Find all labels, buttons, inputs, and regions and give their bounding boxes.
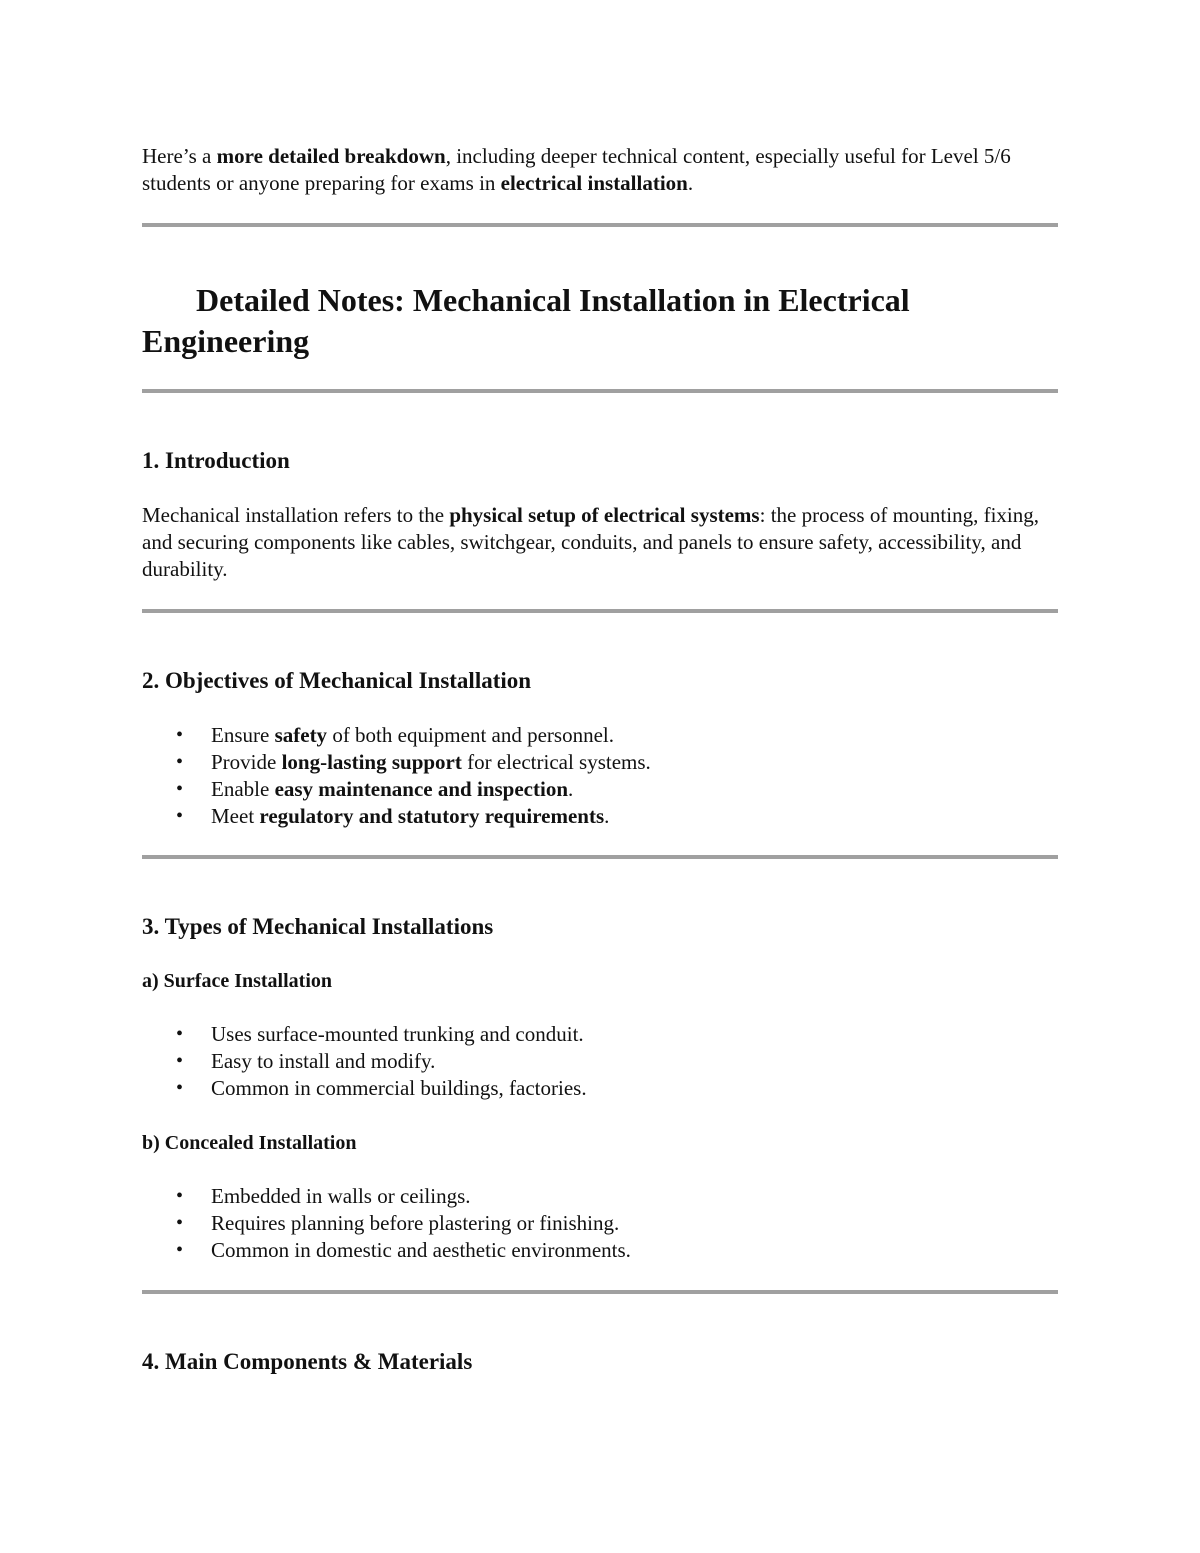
- item-text: Enable: [211, 777, 275, 801]
- bullet-icon: •: [176, 1212, 184, 1234]
- document-content: [142, 140, 1058, 1376]
- item-text: Easy to install and modify.: [211, 1049, 436, 1073]
- item-bold: long-lasting support: [281, 750, 462, 774]
- section-heading-introduction: 1. Introduction: [142, 448, 290, 473]
- bullet-icon: •: [176, 805, 184, 827]
- list-item: [142, 1021, 1058, 1048]
- intro-text-1: Here’s a: [142, 144, 217, 168]
- list-item: [142, 1237, 1058, 1264]
- divider: [142, 1290, 1058, 1294]
- bullet-icon: •: [176, 1185, 184, 1207]
- divider: [142, 223, 1058, 227]
- introduction-text-1: Mechanical installation refers to the: [142, 503, 450, 527]
- introduction-text-2: : the process of mounting, fixing, and securing components like cables, switchgear, conduits, and panels to ensure safety, accessibility, and durability.: [142, 503, 1039, 581]
- subsection-heading-surface: a) Surface Installation: [142, 970, 332, 992]
- bullet-icon: •: [176, 724, 184, 746]
- section-heading-components: 4. Main Components & Materials: [142, 1349, 473, 1374]
- divider: [142, 855, 1058, 859]
- item-text: Embedded in walls or ceilings.: [211, 1184, 471, 1208]
- bullet-icon: •: [176, 1050, 184, 1072]
- list-item: [142, 776, 1058, 803]
- item-text: Common in commercial buildings, factories.: [211, 1076, 587, 1100]
- intro-bold-1: more detailed breakdown: [216, 144, 446, 168]
- bullet-icon: •: [176, 751, 184, 773]
- item-text: Common in domestic and aesthetic environments.: [211, 1238, 631, 1262]
- bullet-icon: •: [176, 1077, 184, 1099]
- list-item: [142, 1075, 1058, 1102]
- introduction-bold-1: physical setup of electrical systems: [449, 503, 760, 527]
- item-text: Provide: [211, 750, 282, 774]
- item-bold: easy maintenance and inspection: [274, 777, 568, 801]
- item-text: Ensure: [211, 723, 275, 747]
- item-bold: regulatory and statutory requirements: [259, 804, 605, 828]
- subsection-heading-concealed: b) Concealed Installation: [142, 1132, 357, 1154]
- item-text: of both equipment and personnel.: [327, 723, 614, 747]
- concealed-list: [142, 1183, 1058, 1264]
- section-heading-objectives: 2. Objectives of Mechanical Installation: [142, 668, 532, 693]
- intro-bold-2: electrical installation: [500, 171, 688, 195]
- intro-text-3: .: [687, 171, 694, 195]
- bullet-icon: •: [176, 1023, 184, 1045]
- item-text: for electrical systems.: [461, 750, 651, 774]
- item-text: Meet: [211, 804, 260, 828]
- list-item: [142, 1210, 1058, 1237]
- section-heading-types: 3. Types of Mechanical Installations: [142, 914, 494, 939]
- item-text: .: [604, 804, 610, 828]
- item-text: Uses surface-mounted trunking and conduit.: [211, 1022, 584, 1046]
- intro-paragraph: [142, 143, 1058, 197]
- introduction-paragraph: [142, 502, 1058, 583]
- surface-list: [142, 1021, 1058, 1102]
- item-bold: safety: [274, 723, 328, 747]
- divider: [142, 609, 1058, 613]
- item-text: .: [568, 777, 574, 801]
- list-item: [142, 1183, 1058, 1210]
- list-item: [142, 803, 1058, 830]
- bullet-icon: •: [176, 1239, 184, 1261]
- objectives-list: [142, 722, 1058, 830]
- item-text: Requires planning before plastering or finishing.: [211, 1211, 620, 1235]
- document-title: Detailed Notes: Mechanical Installation in Electrical Engineering: [142, 282, 910, 359]
- intro-text-2: , including deeper technical content, especially useful for Level 5/6 students or anyone preparing for exams in: [142, 144, 1011, 195]
- list-item: [142, 1048, 1058, 1075]
- bullet-icon: •: [176, 778, 184, 800]
- list-item: [142, 749, 1058, 776]
- list-item: [142, 722, 1058, 749]
- divider: [142, 389, 1058, 393]
